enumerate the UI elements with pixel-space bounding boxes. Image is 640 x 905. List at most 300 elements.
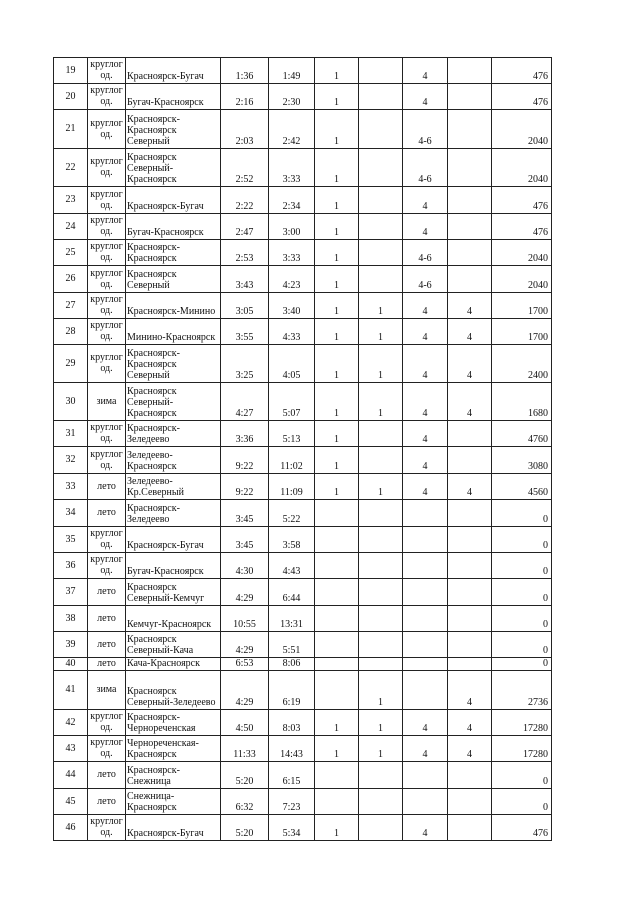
- row-route: Бугач-Красноярск: [126, 84, 221, 110]
- table-row: [54, 710, 552, 736]
- row-departure: 3:43: [221, 266, 269, 293]
- row-route: Кемчуг-Красноярск: [126, 606, 221, 632]
- row-count-3: 4: [403, 710, 448, 736]
- row-count-3: 4: [403, 383, 448, 421]
- table-row: [54, 815, 552, 841]
- row-route: Минино-Красноярск: [126, 319, 221, 345]
- row-route: Красноярск Северный- Красноярск: [126, 149, 221, 187]
- row-departure: 3:36: [221, 421, 269, 447]
- row-total: 0: [492, 606, 552, 632]
- table-row: [54, 293, 552, 319]
- row-count-3: [403, 606, 448, 632]
- row-departure: 2:53: [221, 240, 269, 266]
- row-departure: 3:45: [221, 527, 269, 553]
- row-total: 476: [492, 58, 552, 84]
- row-number: 24: [54, 214, 88, 240]
- row-count-3: 4: [403, 421, 448, 447]
- row-departure: 1:36: [221, 58, 269, 84]
- row-count-3: 4-6: [403, 240, 448, 266]
- row-route: Красноярск- Чернореченская: [126, 710, 221, 736]
- row-route: Красноярск- Зеледеево: [126, 421, 221, 447]
- row-count-3: 4: [403, 319, 448, 345]
- table-row: [54, 579, 552, 606]
- row-count-1: 1: [315, 110, 359, 149]
- row-total: 1700: [492, 319, 552, 345]
- row-number: 40: [54, 658, 88, 671]
- row-count-3: [403, 632, 448, 658]
- row-count-3: 4: [403, 187, 448, 214]
- row-count-2: [359, 606, 403, 632]
- row-arrival: 6:19: [269, 671, 315, 710]
- row-count-2: [359, 110, 403, 149]
- row-route: Кача-Красноярск: [126, 658, 221, 671]
- row-number: 28: [54, 319, 88, 345]
- row-arrival: 11:02: [269, 447, 315, 474]
- row-arrival: 14:43: [269, 736, 315, 762]
- row-season: круглог од.: [88, 421, 126, 447]
- row-count-2: [359, 214, 403, 240]
- row-departure: 4:29: [221, 579, 269, 606]
- row-count-1: 1: [315, 293, 359, 319]
- row-count-4: [448, 421, 492, 447]
- row-count-3: [403, 527, 448, 553]
- table-row: [54, 240, 552, 266]
- row-count-3: 4: [403, 214, 448, 240]
- row-season: круглог од.: [88, 266, 126, 293]
- row-route: Красноярск Северный- Красноярск: [126, 383, 221, 421]
- row-count-2: 1: [359, 319, 403, 345]
- row-count-4: [448, 266, 492, 293]
- schedule-table: [53, 57, 552, 841]
- row-number: 35: [54, 527, 88, 553]
- row-count-3: 4: [403, 736, 448, 762]
- row-number: 34: [54, 500, 88, 527]
- table-row: [54, 762, 552, 789]
- row-count-4: [448, 815, 492, 841]
- row-total: 476: [492, 84, 552, 110]
- row-number: 38: [54, 606, 88, 632]
- row-arrival: 5:34: [269, 815, 315, 841]
- row-arrival: 2:30: [269, 84, 315, 110]
- table-row: [54, 658, 552, 671]
- row-total: 476: [492, 815, 552, 841]
- row-count-4: [448, 500, 492, 527]
- table-row: [54, 110, 552, 149]
- row-count-3: [403, 579, 448, 606]
- table-row: [54, 474, 552, 500]
- row-count-1: 1: [315, 214, 359, 240]
- row-count-2: [359, 84, 403, 110]
- row-season: круглог од.: [88, 447, 126, 474]
- row-number: 41: [54, 671, 88, 710]
- row-arrival: 4:43: [269, 553, 315, 579]
- row-count-4: [448, 110, 492, 149]
- row-route: Красноярск-Красноярск: [126, 240, 221, 266]
- row-route: Красноярск- Зеледеево: [126, 500, 221, 527]
- row-count-3: [403, 671, 448, 710]
- row-season: круглог од.: [88, 187, 126, 214]
- row-count-2: [359, 500, 403, 527]
- row-season: лето: [88, 474, 126, 500]
- row-number: 37: [54, 579, 88, 606]
- row-number: 33: [54, 474, 88, 500]
- row-count-4: [448, 447, 492, 474]
- row-count-1: [315, 500, 359, 527]
- row-season: круглог од.: [88, 84, 126, 110]
- row-count-4: 4: [448, 671, 492, 710]
- table-row: [54, 421, 552, 447]
- row-count-2: [359, 187, 403, 214]
- row-total: 476: [492, 214, 552, 240]
- row-arrival: 11:09: [269, 474, 315, 500]
- row-arrival: 4:23: [269, 266, 315, 293]
- row-departure: 9:22: [221, 474, 269, 500]
- row-number: 43: [54, 736, 88, 762]
- row-total: 17280: [492, 736, 552, 762]
- row-total: 2400: [492, 345, 552, 383]
- row-departure: 4:29: [221, 671, 269, 710]
- row-total: 4760: [492, 421, 552, 447]
- row-season: круглог од.: [88, 527, 126, 553]
- row-departure: 3:45: [221, 500, 269, 527]
- row-route: Красноярск Северный-Кемчуг: [126, 579, 221, 606]
- row-count-3: 4: [403, 58, 448, 84]
- row-total: 0: [492, 527, 552, 553]
- row-count-3: [403, 500, 448, 527]
- row-arrival: 1:49: [269, 58, 315, 84]
- row-total: 17280: [492, 710, 552, 736]
- row-departure: 3:55: [221, 319, 269, 345]
- row-count-3: 4: [403, 474, 448, 500]
- row-arrival: 5:51: [269, 632, 315, 658]
- row-route: Красноярск-Бугач: [126, 527, 221, 553]
- row-route: Снежница- Красноярск: [126, 789, 221, 815]
- row-number: 45: [54, 789, 88, 815]
- table-row: [54, 383, 552, 421]
- row-departure: 5:20: [221, 815, 269, 841]
- row-total: 2040: [492, 149, 552, 187]
- row-departure: 2:52: [221, 149, 269, 187]
- row-total: 0: [492, 789, 552, 815]
- table-row: [54, 789, 552, 815]
- row-count-4: [448, 632, 492, 658]
- row-route: Красноярск- Красноярск Северный: [126, 110, 221, 149]
- row-count-1: 1: [315, 736, 359, 762]
- row-count-4: 4: [448, 293, 492, 319]
- row-arrival: 2:42: [269, 110, 315, 149]
- row-season: круглог од.: [88, 149, 126, 187]
- row-count-1: [315, 762, 359, 789]
- row-count-2: 1: [359, 474, 403, 500]
- row-count-1: 1: [315, 710, 359, 736]
- table-row: [54, 527, 552, 553]
- row-count-4: [448, 58, 492, 84]
- row-count-4: 4: [448, 474, 492, 500]
- row-count-4: [448, 606, 492, 632]
- row-count-3: [403, 553, 448, 579]
- row-count-2: 1: [359, 383, 403, 421]
- row-departure: 2:16: [221, 84, 269, 110]
- row-season: лето: [88, 579, 126, 606]
- row-count-1: 1: [315, 149, 359, 187]
- row-number: 36: [54, 553, 88, 579]
- row-season: круглог од.: [88, 110, 126, 149]
- row-number: 42: [54, 710, 88, 736]
- row-count-4: [448, 240, 492, 266]
- row-season: зима: [88, 383, 126, 421]
- row-season: зима: [88, 671, 126, 710]
- row-route: Чернореченская- Красноярск: [126, 736, 221, 762]
- row-total: 476: [492, 187, 552, 214]
- row-number: 39: [54, 632, 88, 658]
- row-count-1: 1: [315, 345, 359, 383]
- row-number: 30: [54, 383, 88, 421]
- row-departure: 2:22: [221, 187, 269, 214]
- row-count-1: 1: [315, 84, 359, 110]
- row-number: 31: [54, 421, 88, 447]
- row-departure: 3:05: [221, 293, 269, 319]
- row-arrival: 6:15: [269, 762, 315, 789]
- row-count-3: 4-6: [403, 110, 448, 149]
- row-number: 25: [54, 240, 88, 266]
- row-count-2: [359, 762, 403, 789]
- row-total: 2040: [492, 110, 552, 149]
- row-season: лето: [88, 606, 126, 632]
- row-arrival: 8:06: [269, 658, 315, 671]
- row-count-4: [448, 527, 492, 553]
- row-departure: 2:03: [221, 110, 269, 149]
- row-season: круглог од.: [88, 710, 126, 736]
- row-season: круглог од.: [88, 58, 126, 84]
- row-count-3: [403, 789, 448, 815]
- row-arrival: 5:07: [269, 383, 315, 421]
- row-total: 0: [492, 658, 552, 671]
- row-departure: 3:25: [221, 345, 269, 383]
- row-count-1: 1: [315, 319, 359, 345]
- row-departure: 4:29: [221, 632, 269, 658]
- row-arrival: 3:58: [269, 527, 315, 553]
- row-count-3: 4-6: [403, 149, 448, 187]
- row-route: Красноярск-Минино: [126, 293, 221, 319]
- row-count-2: [359, 149, 403, 187]
- row-count-4: 4: [448, 710, 492, 736]
- row-count-4: 4: [448, 736, 492, 762]
- row-count-1: 1: [315, 266, 359, 293]
- table-row: [54, 671, 552, 710]
- row-number: 46: [54, 815, 88, 841]
- row-count-2: [359, 421, 403, 447]
- row-arrival: 8:03: [269, 710, 315, 736]
- row-count-4: [448, 84, 492, 110]
- row-arrival: 6:44: [269, 579, 315, 606]
- row-total: 0: [492, 632, 552, 658]
- row-arrival: 3:33: [269, 149, 315, 187]
- table-row: [54, 187, 552, 214]
- row-departure: 6:53: [221, 658, 269, 671]
- row-count-1: 1: [315, 474, 359, 500]
- row-count-4: 4: [448, 383, 492, 421]
- row-total: 0: [492, 762, 552, 789]
- row-count-1: [315, 658, 359, 671]
- row-count-3: 4-6: [403, 266, 448, 293]
- row-count-4: [448, 658, 492, 671]
- row-number: 26: [54, 266, 88, 293]
- row-total: 1700: [492, 293, 552, 319]
- table-row: [54, 84, 552, 110]
- row-departure: 4:27: [221, 383, 269, 421]
- row-season: лето: [88, 500, 126, 527]
- row-season: круглог од.: [88, 240, 126, 266]
- row-season: круглог од.: [88, 214, 126, 240]
- row-arrival: 4:33: [269, 319, 315, 345]
- row-count-4: [448, 579, 492, 606]
- row-count-4: [448, 789, 492, 815]
- table-row: [54, 447, 552, 474]
- table-row: [54, 58, 552, 84]
- row-route: Красноярск- Снежница: [126, 762, 221, 789]
- row-total: 4560: [492, 474, 552, 500]
- row-total: 2736: [492, 671, 552, 710]
- row-count-2: [359, 553, 403, 579]
- row-count-4: [448, 149, 492, 187]
- row-route: Красноярск Северный-Кача: [126, 632, 221, 658]
- row-number: 23: [54, 187, 88, 214]
- row-total: 3080: [492, 447, 552, 474]
- row-season: круглог од.: [88, 815, 126, 841]
- row-route: Бугач-Красноярск: [126, 553, 221, 579]
- table-row: [54, 553, 552, 579]
- table-row: [54, 149, 552, 187]
- row-route: Красноярск-Бугач: [126, 815, 221, 841]
- row-number: 21: [54, 110, 88, 149]
- row-count-1: 1: [315, 815, 359, 841]
- row-count-3: 4: [403, 293, 448, 319]
- row-arrival: 2:34: [269, 187, 315, 214]
- row-count-2: [359, 815, 403, 841]
- row-count-2: 1: [359, 345, 403, 383]
- row-season: лето: [88, 762, 126, 789]
- row-total: 0: [492, 500, 552, 527]
- row-count-2: [359, 527, 403, 553]
- row-arrival: 7:23: [269, 789, 315, 815]
- row-arrival: 5:22: [269, 500, 315, 527]
- row-route: Зеледеево- Красноярск: [126, 447, 221, 474]
- schedule-rows: [54, 58, 552, 841]
- row-total: 0: [492, 579, 552, 606]
- row-season: круглог од.: [88, 553, 126, 579]
- row-count-4: [448, 187, 492, 214]
- row-count-1: [315, 579, 359, 606]
- table-row: [54, 632, 552, 658]
- row-count-3: 4: [403, 345, 448, 383]
- row-count-1: 1: [315, 187, 359, 214]
- row-count-2: [359, 240, 403, 266]
- row-count-1: 1: [315, 58, 359, 84]
- row-total: 2040: [492, 266, 552, 293]
- row-arrival: 5:13: [269, 421, 315, 447]
- row-number: 22: [54, 149, 88, 187]
- row-count-2: 1: [359, 736, 403, 762]
- row-route: Красноярск-Бугач: [126, 187, 221, 214]
- row-arrival: 3:33: [269, 240, 315, 266]
- row-count-4: [448, 553, 492, 579]
- row-route: Красноярск-Бугач: [126, 58, 221, 84]
- row-count-4: [448, 762, 492, 789]
- row-count-1: [315, 671, 359, 710]
- row-count-1: 1: [315, 421, 359, 447]
- row-number: 27: [54, 293, 88, 319]
- table-row: [54, 500, 552, 527]
- row-number: 19: [54, 58, 88, 84]
- table-row: [54, 345, 552, 383]
- row-total: 0: [492, 553, 552, 579]
- row-arrival: 3:00: [269, 214, 315, 240]
- row-route: Красноярск Северный: [126, 266, 221, 293]
- row-departure: 5:20: [221, 762, 269, 789]
- row-arrival: 3:40: [269, 293, 315, 319]
- row-season: круглог од.: [88, 345, 126, 383]
- row-arrival: 4:05: [269, 345, 315, 383]
- row-route: Бугач-Красноярск: [126, 214, 221, 240]
- row-count-1: [315, 553, 359, 579]
- row-number: 20: [54, 84, 88, 110]
- row-count-4: 4: [448, 319, 492, 345]
- row-count-1: [315, 789, 359, 815]
- row-count-3: 4: [403, 84, 448, 110]
- row-total: 2040: [492, 240, 552, 266]
- row-route: Красноярск- Красноярск Северный: [126, 345, 221, 383]
- row-count-3: 4: [403, 815, 448, 841]
- row-season: круглог од.: [88, 736, 126, 762]
- row-count-1: 1: [315, 240, 359, 266]
- table-row: [54, 736, 552, 762]
- row-departure: 2:47: [221, 214, 269, 240]
- row-count-3: [403, 658, 448, 671]
- row-departure: 4:50: [221, 710, 269, 736]
- row-count-1: 1: [315, 447, 359, 474]
- row-number: 29: [54, 345, 88, 383]
- row-count-2: [359, 632, 403, 658]
- row-count-1: 1: [315, 383, 359, 421]
- row-route: Красноярск Северный-Зеледеево: [126, 671, 221, 710]
- row-total: 1680: [492, 383, 552, 421]
- table-row: [54, 319, 552, 345]
- row-season: лето: [88, 632, 126, 658]
- row-count-1: [315, 606, 359, 632]
- row-count-3: 4: [403, 447, 448, 474]
- row-count-2: 1: [359, 293, 403, 319]
- row-departure: 9:22: [221, 447, 269, 474]
- row-season: лето: [88, 789, 126, 815]
- row-count-1: [315, 632, 359, 658]
- row-departure: 11:33: [221, 736, 269, 762]
- row-season: лето: [88, 658, 126, 671]
- row-number: 44: [54, 762, 88, 789]
- row-count-2: [359, 266, 403, 293]
- table-row: [54, 214, 552, 240]
- row-count-2: [359, 789, 403, 815]
- row-count-1: [315, 527, 359, 553]
- table-row: [54, 606, 552, 632]
- row-count-4: 4: [448, 345, 492, 383]
- row-count-2: [359, 58, 403, 84]
- row-arrival: 13:31: [269, 606, 315, 632]
- row-departure: 4:30: [221, 553, 269, 579]
- row-count-4: [448, 214, 492, 240]
- table-row: [54, 266, 552, 293]
- row-route: Зеледеево- Кр.Северный: [126, 474, 221, 500]
- row-count-2: 1: [359, 710, 403, 736]
